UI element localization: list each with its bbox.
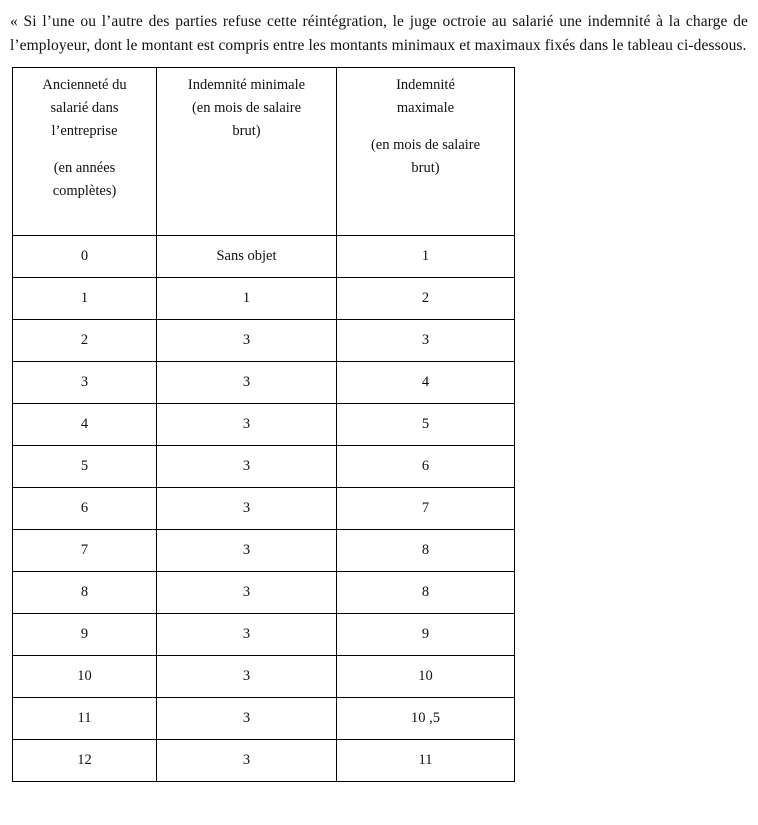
cell-anciennete: 7 [13,530,157,572]
cell-anciennete: 12 [13,740,157,782]
cell-anciennete: 6 [13,488,157,530]
header-line: (en mois de salaire [370,136,481,153]
table-row [13,530,515,572]
table-row [13,404,515,446]
table-row [13,236,515,278]
cell-indemnite-max: 11 [337,740,515,782]
header-line: (en mois de salaire [191,100,302,116]
cell-indemnite-min: 3 [157,488,337,530]
cell-indemnite-max: 8 [337,530,515,572]
cell-indemnite-max: 4 [337,362,515,404]
cell-anciennete: 8 [13,572,157,614]
header-spacer [343,120,508,134]
cell-indemnite-max: 10 [337,656,515,698]
intro-paragraph: « Si l’une ou l’autre des parties refuse cette réintégration, le juge octroie au salarié une indemnité à la charge de l’employeur, dont le montant est compris entre les montants minimaux et maximaux fixés dans le tableau ci-dessous. [10,13,748,54]
table-row [13,488,515,530]
table-row [13,572,515,614]
table-header-row [13,68,515,236]
cell-indemnite-min: 3 [157,740,337,782]
table-row [13,656,515,698]
cell-anciennete: 1 [13,278,157,320]
cell-indemnite-max: 10 ,5 [337,698,515,740]
table-row [13,278,515,320]
column-header-indemnite-maximale [337,68,515,236]
table-row [13,446,515,488]
cell-indemnite-max: 8 [337,572,515,614]
cell-anciennete: 4 [13,404,157,446]
cell-indemnite-min: 3 [157,404,337,446]
cell-indemnite-min: 3 [157,614,337,656]
cell-indemnite-min: 3 [157,320,337,362]
cell-indemnite-max: 9 [337,614,515,656]
cell-anciennete: 3 [13,362,157,404]
header-line: l’entreprise [51,122,118,139]
cell-indemnite-min: 1 [157,278,337,320]
cell-indemnite-min: 3 [157,698,337,740]
header-line: Indemnité minimale [187,77,306,94]
cell-indemnite-min: 3 [157,530,337,572]
cell-indemnite-max: 3 [337,320,515,362]
table-body [13,236,515,782]
cell-indemnite-min: Sans objet [157,236,337,278]
cell-anciennete: 2 [13,320,157,362]
cell-indemnite-max: 6 [337,446,515,488]
header-line: brut) [411,159,440,176]
header-line: Ancienneté du [42,77,127,94]
cell-indemnite-max: 1 [337,236,515,278]
cell-indemnite-min: 3 [157,656,337,698]
header-spacer [19,143,150,157]
cell-anciennete: 9 [13,614,157,656]
cell-indemnite-min: 3 [157,362,337,404]
table-row [13,614,515,656]
column-header-indemnite-minimale [157,68,337,236]
table-row [13,698,515,740]
table-head [13,68,515,236]
header-line: maximale [396,100,455,116]
cell-anciennete: 10 [13,656,157,698]
indemnity-table [12,67,515,782]
table-row [13,320,515,362]
cell-anciennete: 0 [13,236,157,278]
table-row [13,740,515,782]
header-line: complètes) [52,182,117,199]
table-row [13,362,515,404]
cell-anciennete: 5 [13,446,157,488]
cell-indemnite-min: 3 [157,572,337,614]
cell-anciennete: 11 [13,698,157,740]
cell-indemnite-max: 2 [337,278,515,320]
cell-indemnite-max: 7 [337,488,515,530]
header-line: brut) [232,122,261,139]
header-line: salarié dans [50,100,119,116]
header-line: (en années [53,159,116,176]
header-line: Indemnité [396,77,455,94]
cell-indemnite-min: 3 [157,446,337,488]
cell-indemnite-max: 5 [337,404,515,446]
column-header-anciennete [13,68,157,236]
